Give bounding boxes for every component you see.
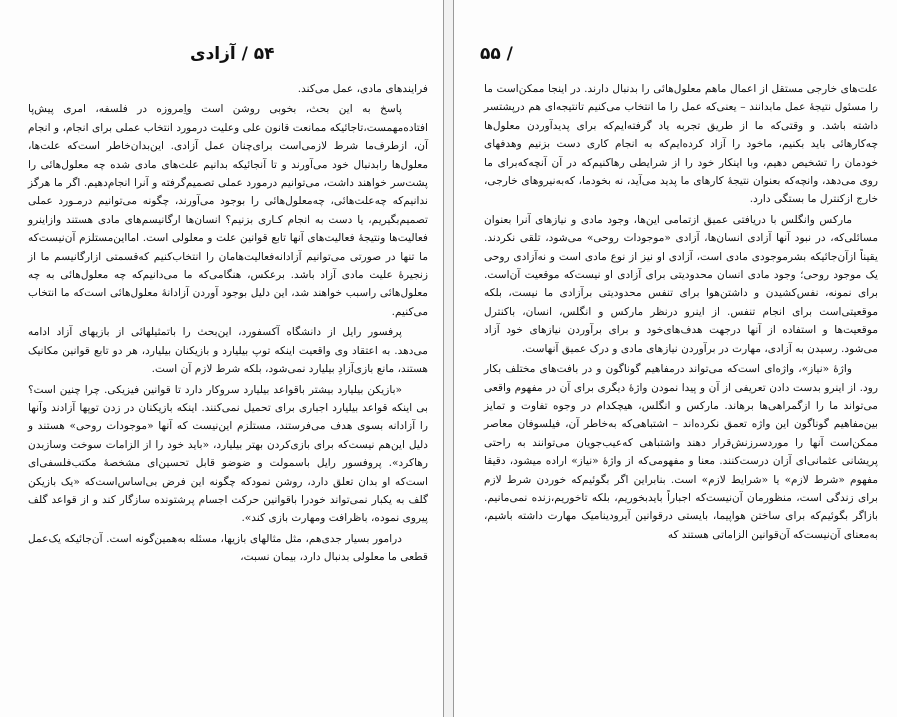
book-gutter [443,0,454,717]
left-page [0,0,443,717]
right-paragraph-3: واژهٔ «نیاز»، واژه‌ای است‌که می‌تواند درمفاهیم گوناگون و در بافت‌های مختلف بکار رود. از اینرو بدست دادن تعریفی از آن و پیدا نمودن واژهٔ دیگری برای آن در مفهوم واقعی می‌تواند ما را ازگمراهی‌ها برهاند. مارکس و انگلس، هیچکدام در وجوه تفاوت و تمایز بین‌مفاهیم گوناگون این واژه تعمق نکرده‌اند – اشتباهی‌که به‌خاطر آن، فیلسوفان معاصر ممکن‌است آنها را موردسرزنش‌قرار دهند واشتباهی که‌عیب‌جویان می‌توانند به راحتی پریشانی عثمانی‌ای آزان درست‌کنند. معنا و مفهومی‌که از واژهٔ «نیاز» اراده میشود، دقیقا مفهوم «شرط لازم» یا «شرایط لازم» است. بنابراین اگر بگوئیم‌که خوردن شرط لازم برای زندگی است، منظورمان آن‌نیست‌که اجباراً بایدبخوریم، بلکه تاخوریم،زنده نمی‌مانیم. بازاگر بگوئیم‌که برای ساختن هواپیما، بایستی درقوانین آیرودینامیک مهارت داشته باشیم، به‌معنای آن‌نیست‌که آن‌قوانین الزاماتی هستند که [484,363,878,541]
left-paragraph-1: فرایندهای مادی، عمل می‌کند. [297,83,428,95]
left-page-body [28,80,428,567]
right-page-body [484,80,878,544]
left-paragraph-4: «بازیکن بیلیارد بیشتر باقواعد بیلیارد سروکار دارد تا قوانین فیزیکی. چرا چنین است؟ بی اینکه قواعد بیلیارد اجباری برای تحمیل نمی‌کنند. اینکه بازیکنان در زدن توپها آزادند وآنها را آزادانه بسوی هدف می‌فرستند، مستلزم این‌نیست که آنها «موجودات روحی» هستند و دلیل این‌هم نیست‌که برای بازی‌کردن بهتر بیلیارد، «باید خود را از الزامات سوخت وسازبدن رهاکرد». پروفسور رایل باسمولت و ضوضو قابل تحسین‌ای مشخصهٔ مکتب‌فلسفی‌ای است‌که او بدان تعلق دارد، روشن نمودکه چگونه این فرض بی‌اساس‌است‌که «یک بازیکن گلف به یکبار نمی‌تواند خودرا باقوانین حرکت اجسام پرشتونده سازگار کند و از قواعد گلف پیروی نموده، باظرافت ومهارت بازی کند». [28,383,428,525]
left-paragraph-3: پرفسور رایل از دانشگاه آکسفورد، این‌بحث را باتمثیلهائی از بازیهای آزاد ادامه می‌دهد. به اعتقاد وی واقعیت اینکه توپ بیلیارد و بازیکنان بیلیارد، هر دو تابع قوانین مکانیک هستند، مانع بازی‌آزادِ بیلیارد نمی‌شود، بلکه شرط لازم آن است. [28,326,428,376]
right-page [454,0,897,717]
left-paragraph-5: درامور بسیار جدی‌هم، مثل مثالهای بازیها، مسئله به‌همین‌گونه است. آن‌جائیکه یک‌عمل قطعی ما معلولی بدنبال دارد، بیمان نسبت، [28,532,428,564]
right-paragraph-1: علت‌های خارجی مستقل از اعمال ماهم معلول‌هائی را بدنبال دارند. در اینجا ممکن‌است ما را مسئول نتیجهٔ عمل مابدانند – یعنی‌که عمل را ما انتخاب می‌کنیم تانتیجه‌ای هم درپشتسر داشته باشد. و وقتی‌که ما از طریق تجربه یاد گرفته‌ایم‌که برای پدیدآوردن معلول‌ها چه‌کارهائی باید بکنیم، ماخود را آزاد کرده‌ایم‌که به انجام کاری دست بزنیم وهدفهای خودمان را تشخیص دهیم، وبا اینکار خود را از شرایطی رهاکنیم‌که در آن آنچه‌که‌برای ما روی می‌دهد، وانچه‌که بعنوان نتیجهٔ کارهای ما پدید می‌آید، نه بخودما، که‌به‌نیروهای خارجی، خارج ازکنترل ما بستگی دارد. [484,83,878,206]
left-page-header: ۵۴ / آزادی [190,44,275,64]
left-paragraph-2: پاسخ به این بحث، بخوبی روشن است واِمروزه در فلسفه، امری پیش‌پا افتاده‌مهمست،تاجائیکه ممانعت قانون علی وعلیت درمورد انتخاب عملی برای انجام، و انجام آن، ازطرف‌ما شرط لازمی‌است برای‌چنان عمل آزادی. این‌بدان‌خاطر است‌که علت‌ها، معلول‌ها رابدنبال خود می‌آورند و تا آنجائیکه بدانیم علت‌های مادی شده چه معلول‌هائی را پشت‌سر خواهند داشت، می‌توانیم درمورد عملی تصمیم‌گرفته و آنرا انجام‌دهیم. اگر ما هرگز ندانیم‌که چه‌علت‌هائی، چه‌معلول‌هائی را بوجود می‌آورند، چگونه می‌توانیم درمـورد عملی تصمیم‌بگیریم، یا دست به انجام کـاری بزنیم؟ انسان‌ها ارگانیسم‌های مادی هستند وازاینرو فعالیت‌ها ونتیجهٔ فعالیت‌های آنها تابع قوانین علت و معلولی است. امااین‌مستلزم آن‌نیست‌که ما تنها در صورتی می‌توانیم آزادانه‌فعالیت‌هامان را انتخاب‌کنیم که‌قسمتی ازارگانیسم ما از زنجیرهٔ علیت مادی آزاد باشد. برعکس، هنگامی‌که ما می‌دانیم‌که چه معلول‌هائی به چه معلول‌هائی راسبب خواهند شد، این دلیل بوجود آوردن آزادانهٔ معلول‌هائی است‌که ما انتخاب می‌کنیم. [28,103,428,318]
right-page-header: ۵۵ / [480,44,513,64]
right-paragraph-2: مارکس وانگلس با دریافتی عمیق ازتمامی این‌ها، وجود مادی و نیازهای آنرا بعنوان مسائلی‌که، در نبود آنها آزادی انسان‌ها، آزادی «موجودات روحی» می‌شود، تلقی نکردند. یقیناً ازآن‌جائیکه بشرموجودی مادی است، آزادی او نیز از نوع مادی است و نه‌آزادی روحی یک موجود روحی؛ وجود مادی انسان محدودیتی برای آزادی او نیست‌که موقعیت آن‌است. برای نمونه، نفس‌کشیدن و داشتن‌هوا برای تنفس محدودیتی برآزادی ما نیست، بلکه موقعیتی‌است برای انجام تنفس. از اینرو درنظر مارکس و انگلس، انسان، باکنترل موقعیت‌ها و استفاده از آنها درجهت هدف‌های‌خود و برای برآوردن نیازهای خود آزاد می‌شود. رسیدن به آزادی، مهارت در برآوردن نیازهای مادی و درک عمیق آنهاست. [484,213,878,355]
